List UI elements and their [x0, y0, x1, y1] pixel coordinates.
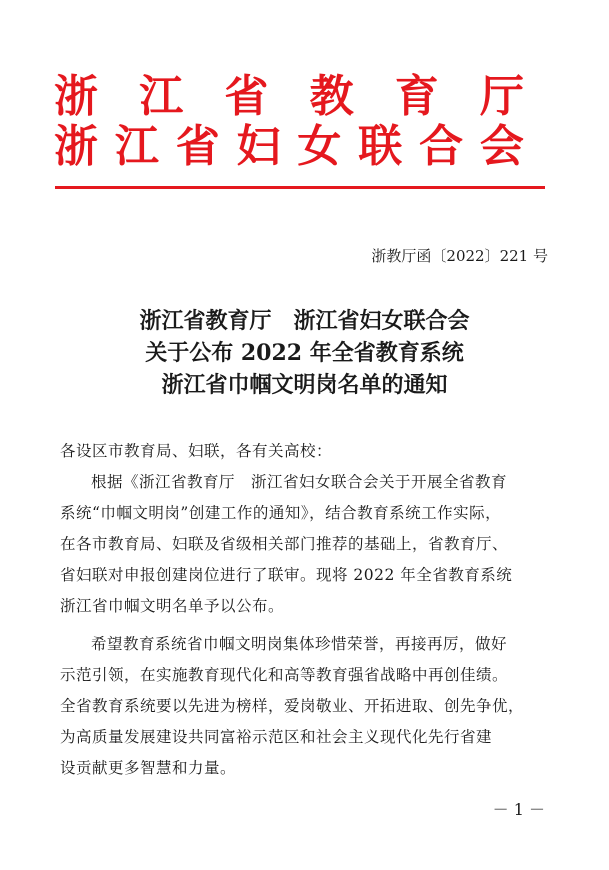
- paragraph-line: 全省教育系统要以先进为榜样，爱岗敬业、开拓进取、创先争优，: [60, 697, 525, 715]
- header-char: 妇: [236, 121, 281, 172]
- paragraph-line: 省妇联对申报创建岗位进行了联审。现将 2022 年全省教育系统: [60, 566, 513, 584]
- header-char: 浙: [54, 121, 98, 172]
- header-char: 厅: [479, 71, 524, 122]
- document-title-line: 关于公布 2022 年全省教育系统: [145, 340, 464, 366]
- salutation-text: 各设区市教育局、妇联，各有关高校：: [60, 442, 333, 460]
- paragraph-line: 设贡献更多智慧和力量。: [60, 759, 237, 777]
- document-number: 浙教厅函〔2022〕221 号: [371, 247, 548, 265]
- page-number: － 1 －: [492, 800, 545, 819]
- salutation: [60, 436, 550, 467]
- header-char: 会: [479, 121, 524, 172]
- document-title-line: 浙江省巾帼文明岗名单的通知: [161, 372, 448, 398]
- header-char: 教: [309, 71, 354, 122]
- header-char: 女: [297, 121, 342, 172]
- issuer-header-womens-federation: [54, 120, 524, 174]
- paragraph-line: 在各市教育局、妇联及省级相关部门推荐的基础上，省教育厅、: [60, 535, 509, 553]
- header-char: 浙: [54, 71, 98, 122]
- body-paragraph-2: [60, 629, 550, 784]
- header-char: 省: [175, 121, 220, 172]
- document-title-line: 浙江省教育厅 浙江省妇女联合会: [139, 308, 470, 334]
- paragraph-line: 为高质量发展建设共同富裕示范区和社会主义现代化先行省建: [60, 728, 493, 746]
- header-char: 育: [394, 71, 439, 122]
- issuer-header-education-dept: [54, 70, 524, 124]
- header-char: 江: [139, 71, 184, 122]
- header-char: 联: [358, 121, 403, 172]
- paragraph-line: 根据《浙江省教育厅 浙江省妇女联合会关于开展全省教育: [91, 473, 508, 491]
- header-char: 省: [224, 71, 269, 122]
- paragraph-line: 希望教育系统省巾帼文明岗集体珍惜荣誉，再接再厉，做好: [91, 635, 508, 653]
- header-red-divider: [55, 186, 545, 189]
- header-char: 合: [419, 121, 464, 172]
- header-char: 江: [114, 121, 159, 172]
- body-paragraph-1: [60, 467, 550, 622]
- paragraph-line: 系统“巾帼文明岗”创建工作的通知》，结合教育系统工作实际，: [60, 504, 502, 522]
- paragraph-line: 示范引领，在实施教育现代化和高等教育强省战略中再创佳绩。: [60, 666, 509, 684]
- paragraph-line: 浙江省巾帼文明名单予以公布。: [60, 597, 285, 615]
